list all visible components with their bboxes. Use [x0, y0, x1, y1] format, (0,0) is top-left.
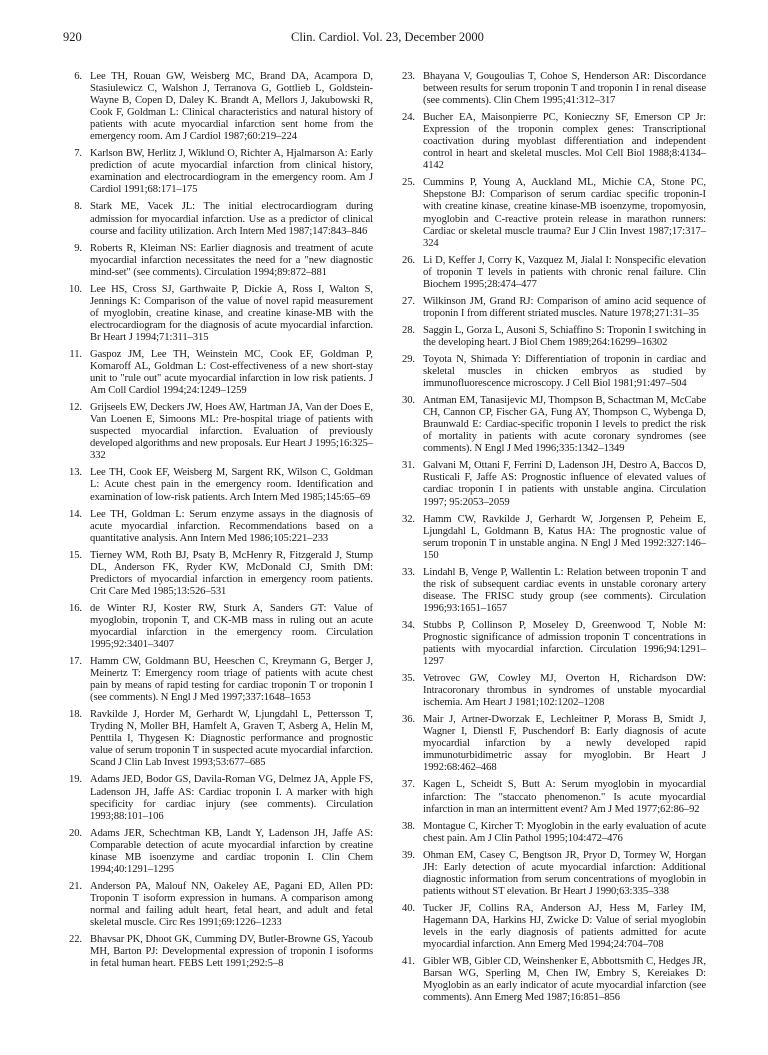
reference-item: [63, 550, 373, 598]
reference-text: Vetrovec GW, Cowley MJ, Overton H, Richardson DW: Intracoronary thrombus in syndromes of unstable myocardial ischemia. Am Heart J 1981;102:1202–1208: [423, 673, 706, 709]
reference-item: [396, 779, 706, 815]
reference-number: 8.: [74, 201, 82, 213]
reference-number: 13.: [68, 467, 82, 479]
reference-item: [63, 603, 373, 651]
reference-text: Wilkinson JM, Grand RJ: Comparison of amino acid sequence of troponin I from different striated muscles. Nature 1978;271:31–35: [423, 295, 706, 319]
reference-text: Lee TH, Rouan GW, Weisberg MC, Brand DA, Acampora D, Stasiulewicz C, Walshon J, Terranova G, Gottlieb L, Goldstein-Wayne B, Copen D, Daley K. Brandt A, Mellors J, Jakubowski R, Cook F, Goldman L: Clinical characteristics and natural history of patients with acute myocardial infarction sent home from the emergency room. Am J Cardiol 1987;60:219–224: [90, 71, 373, 143]
reference-number: 31.: [401, 460, 415, 472]
reference-text: Hamm CW, Goldmann BU, Heeschen C, Kreymann G, Berger J, Meinertz T: Emergency room triage of patients with acute chest pain by means of rapid testing for cardiac troponin T or troponin I (see comments). N Engl J Med 1997;337:1648–1653: [90, 656, 373, 704]
reference-number: 10.: [68, 283, 82, 295]
journal-citation: Clin. Cardiol. Vol. 23, December 2000: [291, 30, 484, 44]
reference-text: Gibler WB, Gibler CD, Weinshenker E, Abbottsmith C, Hedges JR, Barsan WG, Sperling M, Chen IW, Embry S, Kereiakes D: Myoglobin as an early indicator of acute myocardial infarction (see comments). Ann Emerg Med 1987;16:851–856: [423, 956, 706, 1004]
reference-number: 34.: [401, 619, 415, 631]
reference-text: Toyota N, Shimada Y: Differentiation of troponin in cardiac and skeletal muscles in chicken embryos as studied by immunofluorescence microscopy. J Cell Biol 1981;91:497–504: [423, 353, 706, 390]
reference-item: [396, 850, 706, 898]
page-number: 920: [63, 30, 82, 44]
reference-item: [396, 903, 706, 951]
reference-text: Karlson BW, Herlitz J, Wiklund O, Richter A, Hjalmarson A: Early prediction of acute myocardial infarction from clinical history, examination and electrocardiogram in the emergency room. Am J Cardiol 1991;68:171–175: [90, 148, 373, 196]
reference-text: Kagen L, Scheidt S, Butt A: Serum myoglobin in myocardial infarction: The "staccato phenomenon." Is acute myocardial infarction in man an intermittent event? Am J Med 1977;62:86–92: [423, 779, 706, 815]
reference-item: [63, 71, 373, 143]
reference-item: [63, 148, 373, 196]
reference-text: Adams JER, Schechtman KB, Landt Y, Ladenson JH, Jaffe AS: Comparable detection of acute myocardial infarction by creatine kinase MB isoenzyme and cardiac troponin I. Clin Chem 1994;40:1291–1295: [90, 827, 373, 875]
reference-text: Bhayana V, Gougoulias T, Cohoe S, Henderson AR: Discordance between results for serum troponin T and troponin I in renal disease (see comments). Clin Chem 1995;41:312–317: [423, 71, 706, 107]
reference-number: 7.: [74, 148, 82, 160]
reference-number: 22.: [68, 934, 82, 946]
reference-number: 37.: [401, 779, 415, 791]
reference-number: 25.: [401, 177, 415, 189]
reference-item: [396, 673, 706, 709]
reference-text: Lee TH, Goldman L: Serum enzyme assays in the diagnosis of acute myocardial infarction. Recommendations based on a quantitative analysis. Ann Intern Med 1986;105:221–233: [90, 508, 373, 544]
reference-number: 29.: [401, 353, 415, 365]
reference-number: 16.: [68, 602, 82, 614]
reference-number: 18.: [68, 709, 82, 721]
reference-text: Bucher EA, Maisonpierre PC, Konieczny SF, Emerson CP Jr: Expression of the troponin complex genes: Transcriptional coactivation during myoblast differentiation and independent control in heart and skeletal muscles. Mol Cell Biol 1988;8:4134–4142: [423, 112, 706, 172]
reference-item: [396, 460, 706, 508]
reference-number: 38.: [401, 820, 415, 832]
reference-text: Stark ME, Vacek JL: The initial electrocardiogram during admission for myocardial infarction. Use as a predictor of clinical course and facility utilization. Arch Intern Med 1987;147:843–846: [90, 201, 373, 237]
reference-item: [63, 243, 373, 279]
reference-number: 23.: [401, 71, 415, 82]
reference-item: [396, 514, 706, 562]
reference-text: Tucker JF, Collins RA, Anderson AJ, Hess M, Farley IM, Hagemann DA, Harkins HJ, Zwicke D: Value of serial myoglobin levels in the early diagnosis of patients admitted for acute myocardial infarction. Ann Emerg Med 1994;24:704–708: [423, 902, 706, 951]
page-header: [63, 30, 712, 46]
reference-number: 35.: [401, 673, 415, 685]
reference-number: 41.: [401, 956, 415, 968]
reference-text: Roberts R, Kleiman NS: Earlier diagnosis and treatment of acute myocardial infarction necessitates the need for a "new diagnostic mind-set" (see comments). Circulation 1994;89:872–881: [90, 242, 373, 278]
reference-text: de Winter RJ, Koster RW, Sturk A, Sanders GT: Value of myoglobin, troponin T, and CK-MB mass in ruling out an acute myocardial infarction in the emergency room. Circulation 1995;92:3401–3407: [90, 602, 373, 651]
reference-text: Bhavsar PK, Dhoot GK, Cumming DV, Butler-Browne GS, Yacoub MH, Barton PJ: Developmental expression of troponin I isoforms in fetal human heart. FEBS Lett 1991;292:5–8: [90, 934, 373, 970]
reference-item: [63, 709, 373, 769]
reference-number: 20.: [68, 827, 82, 839]
reference-text: Stubbs P, Collinson P, Moseley D, Greenwood T, Noble M: Prognostic significance of admission troponin T concentrations in patients with myocardial infarction. Circulation 1996;94:1291–1297: [423, 619, 706, 668]
reference-number: 17.: [68, 656, 82, 668]
reference-item: [396, 112, 706, 172]
reference-text: Mair J, Artner-Dworzak E, Lechleitner P, Morass B, Smidt J, Wagner I, Dienstl F, Puschendorf B: Early diagnosis of acute myocardial infarction by a newly developed rapid immunoturbidimetric assay for myoglobin. Br Heart J 1992:68:462–468: [423, 714, 706, 774]
reference-number: 6.: [74, 71, 82, 82]
reference-text: Gaspoz JM, Lee TH, Weinstein MC, Cook EF, Goldman P, Komaroff AL, Goldman L: Cost-effectiveness of a new short-stay unit to "rule out" acute myocardial infarction in low risk patients. J Am Coll Cardiol 1994;24:1249–1259: [90, 348, 373, 397]
reference-text: Anderson PA, Malouf NN, Oakeley AE, Pagani ED, Allen PD: Troponin T isoform expression in humans. A comparison among normal and failing adult heart, fetal heart, and adult and fetal skeletal muscle. Circ Res 1991;69:1226–1233: [90, 880, 373, 928]
reference-item: [396, 821, 706, 845]
reference-item: [396, 255, 706, 291]
reference-text: Lindahl B, Venge P, Wallentin L: Relation between troponin T and the risk of subsequent cardiac events in unstable coronary artery disease. The FRISC study group (see comments). Circulation 1996;93:1651–1657: [423, 566, 706, 614]
reference-text: Lee TH, Cook EF, Weisberg M, Sargent RK, Wilson C, Goldman L: Acute chest pain in the emergency room. Identification and examination of low-risk patients. Arch Intern Med 1985;145:65–69: [90, 467, 373, 503]
reference-item: [63, 656, 373, 704]
reference-item: [63, 349, 373, 397]
reference-item: [396, 714, 706, 774]
reference-number: 12.: [68, 402, 82, 414]
references-column-right: [396, 71, 706, 1009]
reference-item: [396, 567, 706, 615]
reference-item: [396, 177, 706, 249]
reference-text: Saggin L, Gorza L, Ausoni S, Schiaffino S: Troponin I switching in the developing heart. J Biol Chem 1989;264:16299–16302: [423, 324, 706, 348]
reference-number: 28.: [401, 324, 415, 336]
reference-item: [396, 71, 706, 107]
reference-item: [396, 395, 706, 455]
reference-item: [63, 774, 373, 822]
reference-item: [63, 881, 373, 929]
reference-number: 32.: [401, 513, 415, 525]
reference-text: Ohman EM, Casey C, Bengtson JR, Pryor D, Tormey W, Horgan JH: Early detection of acute myocardial infarction: Additional diagnostic information from serum concentrations of myoglobin in patients without ST elevation. Br Heart J 1990;63:335–338: [423, 849, 706, 897]
reference-number: 26.: [401, 254, 415, 266]
reference-item: [63, 828, 373, 876]
reference-item: [396, 354, 706, 390]
reference-item: [63, 934, 373, 970]
reference-item: [63, 402, 373, 462]
reference-number: 11.: [69, 348, 82, 360]
reference-text: Antman EM, Tanasijevic MJ, Thompson B, Schactman M, McCabe CH, Cannon CP, Fischer GA, Fung AY, Thompson C, Wybenga D, Braunwald E: Cardiac-specific troponin I levels to predict the risk of mortality in patients with acute coronary syndromes (see comments). N Engl J Med 1996;335:1342–1349: [423, 395, 706, 455]
reference-number: 15.: [68, 549, 82, 561]
reference-item: [63, 467, 373, 503]
reference-text: Hamm CW, Ravkilde J, Gerhardt W, Jorgensen P, Peheim E, Ljungdahl L, Goldmann B, Katus HA: The prognostic value of serum troponin T in unstable angina. N Engl J Med 1992:327:146–150: [423, 513, 706, 561]
references-column-left: [63, 71, 373, 975]
reference-number: 14.: [68, 508, 82, 520]
reference-number: 36.: [401, 714, 415, 726]
reference-text: Li D, Keffer J, Corry K, Vazquez M, Jialal I: Nonspecific elevation of troponin T levels in patients with chronic renal failure. Clin Biochem 1995;28:474–477: [423, 254, 706, 290]
reference-item: [396, 325, 706, 349]
reference-text: Montague C, Kircher T: Myoglobin in the early evaluation of acute chest pain. Am J Clin Pathol 1995;104:472–476: [423, 820, 706, 844]
reference-item: [396, 956, 706, 1004]
reference-text: Grijseels EW, Deckers JW, Hoes AW, Hartman JA, Van der Does E, Van Loenen E, Simoons ML: Pre-hospital triage of patients with suspected myocardial infarction. Evaluation of previously developed algorithms and new proposals. Eur Heart J 1995;16:325–332: [90, 402, 373, 462]
reference-text: Adams JED, Bodor GS, Davila-Roman VG, Delmez JA, Apple FS, Ladenson JH, Jaffe AS: Cardiac troponin I. A marker with high specificity for cardiac injury (see comments). Circulation 1993;88:101–106: [90, 774, 373, 822]
reference-item: [396, 620, 706, 668]
reference-number: 33.: [401, 566, 415, 578]
reference-number: 39.: [401, 849, 415, 861]
reference-number: 9.: [74, 242, 82, 254]
reference-text: Cummins P, Young A, Auckland ML, Michie CA, Stone PC, Shepstone BJ: Comparison of serum cardiac specific troponin-I with creatine kinase, creatine kinase-MB isoenzyme, tropomyosin, myoglobin and C-reactive protein release in marathon runners: Cardiac or skeletal muscle trauma? Eur J Clin Invest 1987;17:317–324: [423, 177, 706, 249]
reference-number: 19.: [68, 774, 82, 786]
reference-item: [63, 284, 373, 344]
reference-text: Tierney WM, Roth BJ, Psaty B, McHenry R, Fitzgerald J, Stump DL, Anderson FK, Ryder KW, McDonald CJ, Smith DM: Predictors of myocardial infarction in emergency room patients. Crit Care Med 1985;13:526–531: [90, 549, 373, 597]
reference-text: Ravkilde J, Horder M, Gerhardt W, Ljungdahl L, Pettersson T, Tryding N, Moller BH, Hamfelt A, Graven T, Asberg A, Helin M, Penttila I, Thygesen K: Diagnostic performance and prognostic value of serum troponin T in suspected acute myocardial infarction. Scand J Clin Lab Invest 1993;53:677–685: [90, 709, 373, 769]
reference-number: 21.: [68, 880, 82, 892]
reference-number: 24.: [401, 112, 415, 124]
reference-item: [396, 296, 706, 320]
reference-number: 40.: [401, 902, 415, 914]
reference-item: [63, 201, 373, 237]
reference-item: [63, 509, 373, 545]
reference-text: Galvani M, Ottani F, Ferrini D, Ladenson JH, Destro A, Baccos D, Rusticali F, Jaffe AS: Prognostic influence of elevated values of cardiac troponin I in patients with unstable angina. Circulation 1997; 95:2053–2059: [423, 460, 706, 508]
reference-number: 30.: [401, 395, 415, 407]
reference-text: Lee HS, Cross SJ, Garthwaite P, Dickie A, Ross I, Walton S, Jennings K: Comparison of the value of novel rapid measurement of myoglobin, creatine kinase, and creatine kinase-MB with the electrocardiogram for the diagnosis of acute myocardial infarction. Br Heart J 1994;71:311–315: [90, 283, 373, 343]
reference-number: 27.: [401, 295, 415, 307]
